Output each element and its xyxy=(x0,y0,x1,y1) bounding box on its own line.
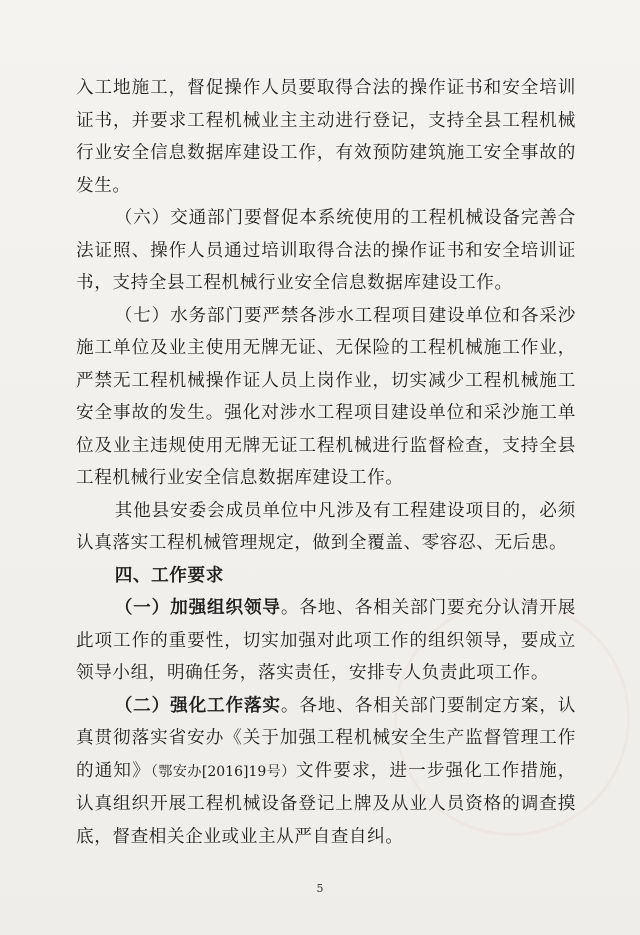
paragraph-other-units: 其他县安委会成员单位中凡涉及有工程建设项目的，必须认真落实工程机械管理规定，做到全覆盖、零容忍、无后患。 xyxy=(76,500,576,553)
paragraph-continuation: 入工地施工，督促操作人员要取得合法的操作证书和安全培训证书，并要求工程机械业主主动进行登记，支持全县工程机械行业安全信息数据库建设工作，有效预防建筑施工安全事故的发生。 xyxy=(76,78,576,196)
section-heading: 四、工作要求 xyxy=(114,565,224,586)
requirement-item-1-lead: （一）加强组织领导 xyxy=(114,598,281,618)
paragraph-item-6: （六）交通部门要督促本系统使用的工程机械设备完善合法证照、操作人员通过培训取得合法的操作证书和安全培训证书，支持全县工程机械行业安全信息数据库建设工作。 xyxy=(76,208,576,293)
requirement-item-1 xyxy=(76,592,576,690)
requirement-item-2 xyxy=(76,690,576,854)
requirement-item-2-lead: （二）强化工作落实 xyxy=(114,695,281,716)
paragraph-item-7: （七）水务部门要严禁各涉水工程项目建设单位和各采沙施工单位及业主使用无牌无证、无保险的工程机械施工作业，严禁无工程机械操作证人员上岗作业，切实减少工程机械施工安全事故的发生。强化对涉水工程项目建设单位和采沙施工单位及业主违规使用无牌无证工程机械进行监督检查，支持全县工程机械行业安全信息数据库建设工作。 xyxy=(76,305,576,488)
requirement-item-1-body: 。各地、各相关部门要充分认清开展此项工作的重要性，切实加强对此项工作的组织领导，要成立领导小组，明确任务，落实责任，安排专人负责此项工作。 xyxy=(76,598,576,683)
document-body xyxy=(76,72,576,853)
page-number: 5 xyxy=(316,882,324,895)
requirement-item-2-body-before: 。各地、各相关部门要制定方案，认真贯彻落实省安办《关于加强工程机械安全生产监督管理工作的通知》 xyxy=(76,695,576,781)
requirement-item-2-body-after: 文件要求，进一步强化工作措施，认真组织开展工程机械设备登记上牌及从业人员资格的调查摸底，督查相关企业或业主从严自查自纠。 xyxy=(76,760,576,847)
document-reference: （鄂安办[2016]19号） xyxy=(150,763,296,780)
